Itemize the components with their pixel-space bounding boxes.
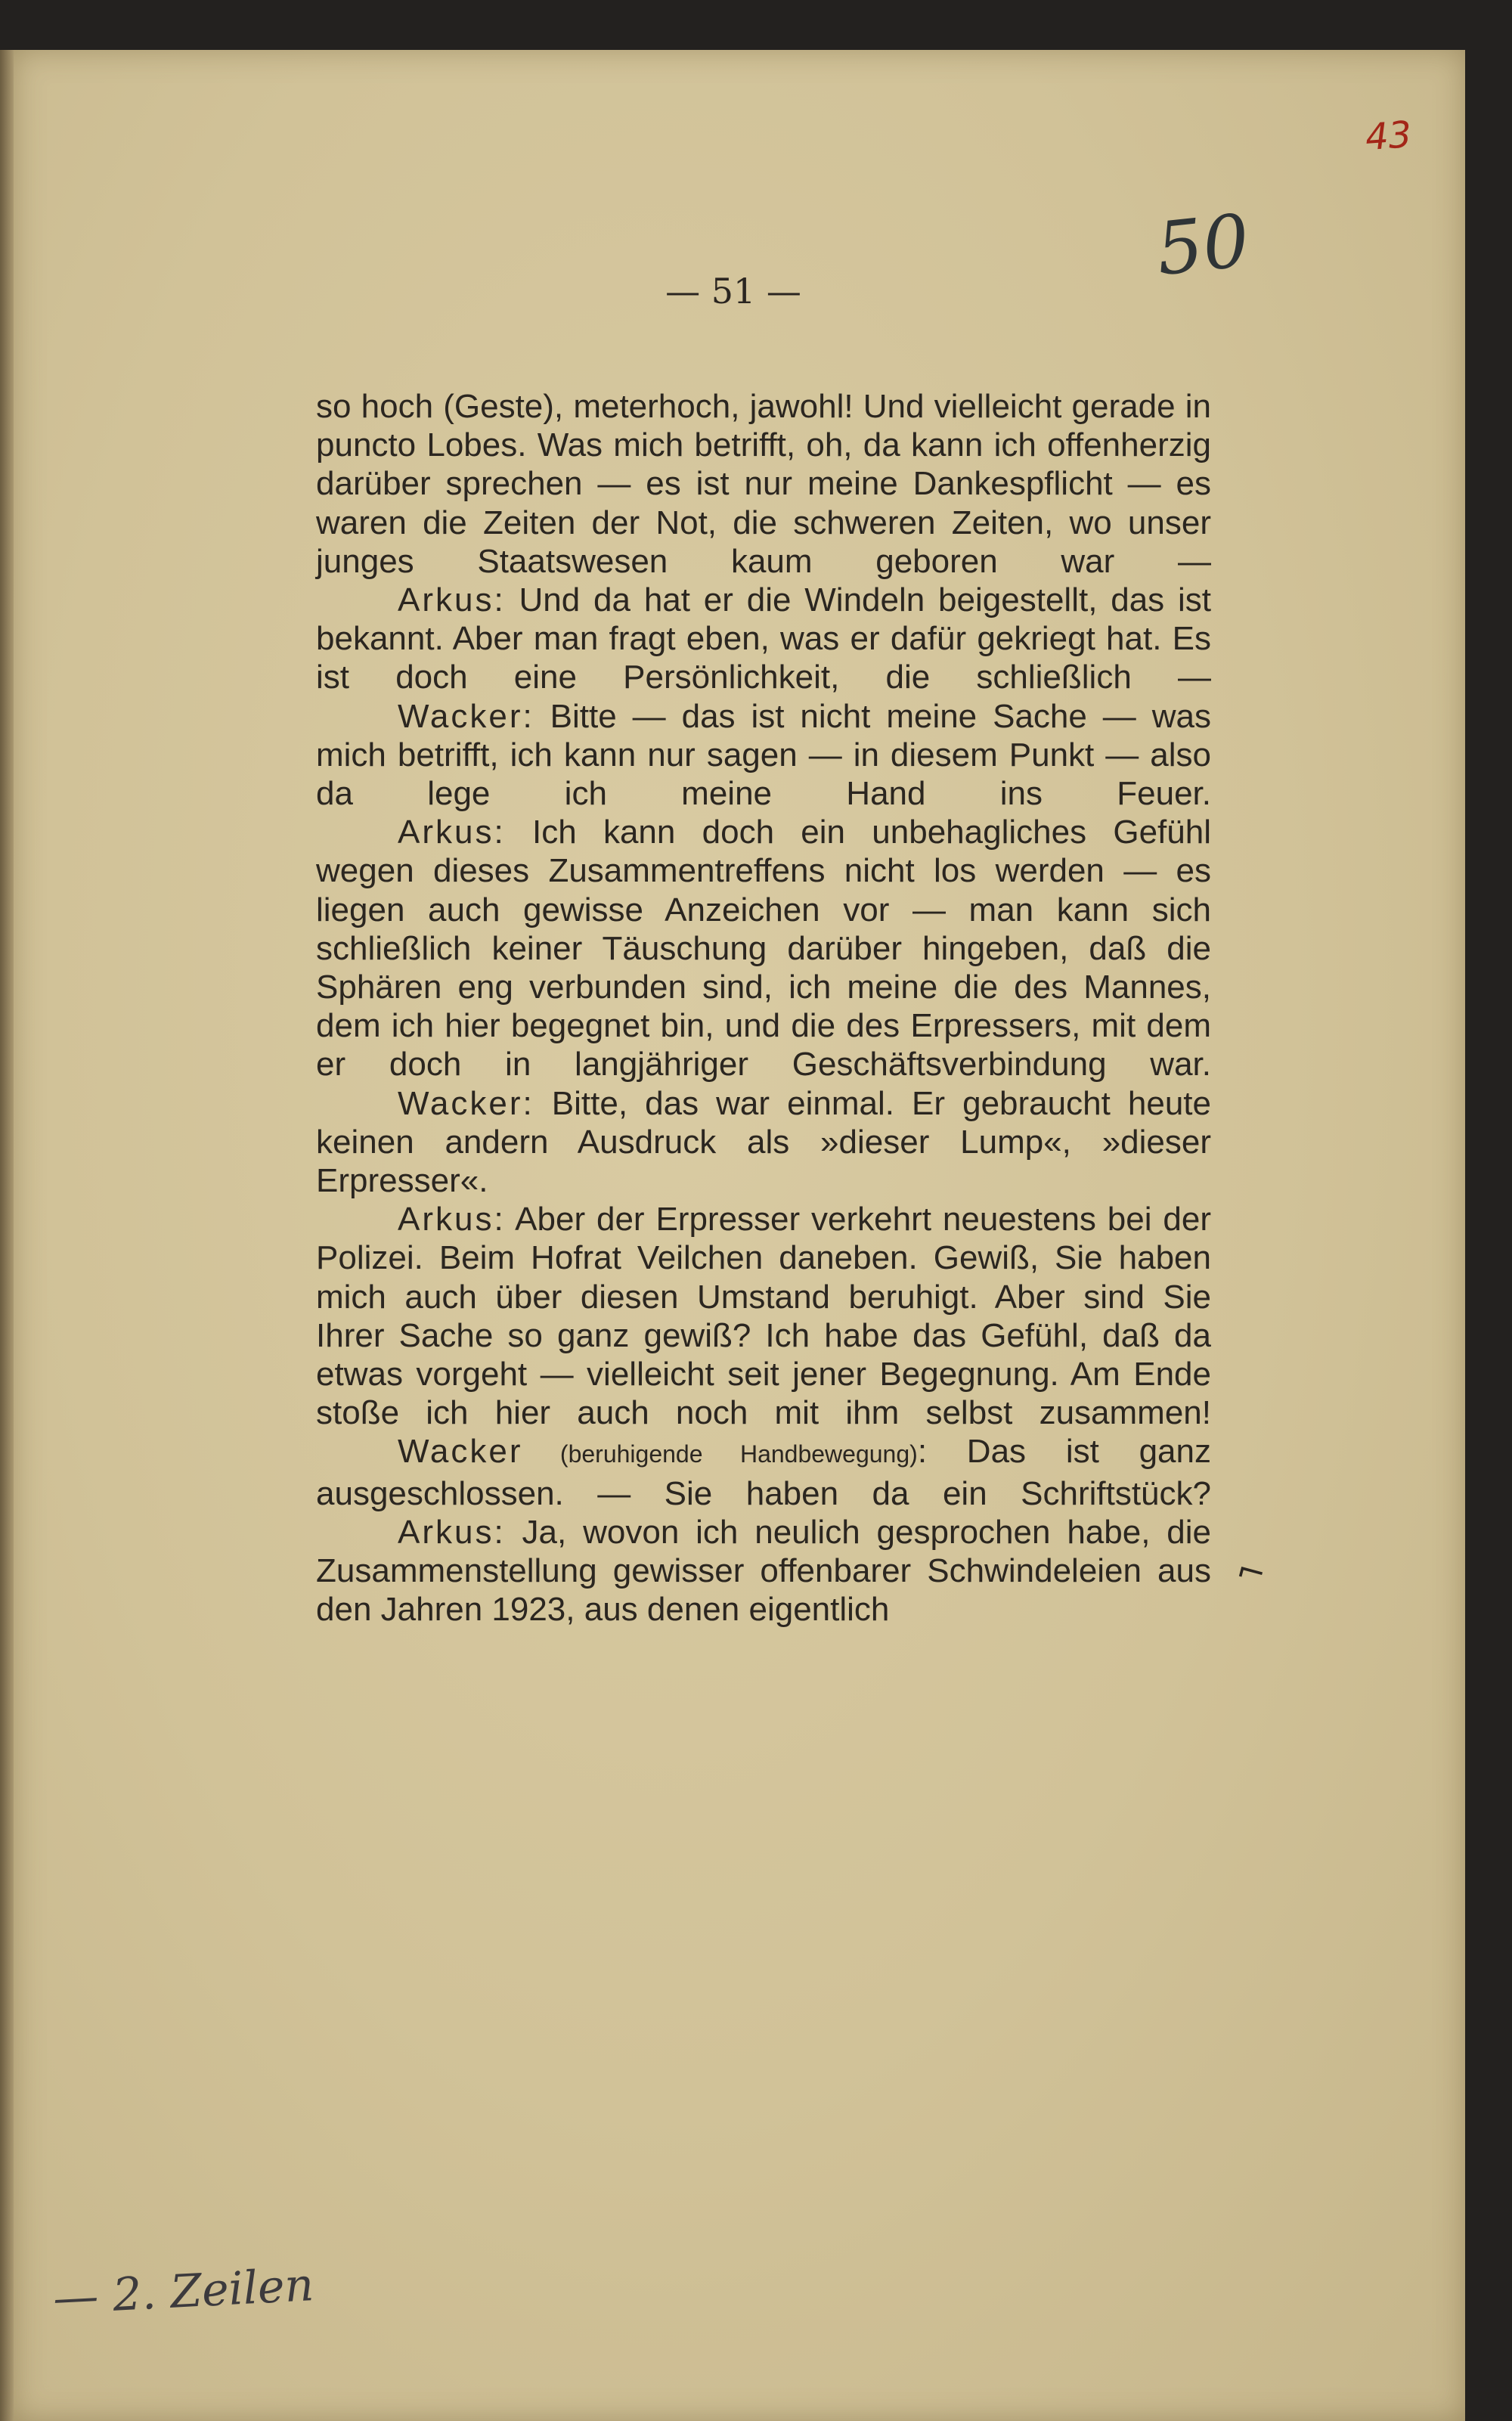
speech-text: Ich kann doch ein unbehagliches Gefühl wegen dieses Zusammentreffens nicht los werden — es liegen auch gewisse Anzeichen vor — man kann sich schließlich keiner Täuschung darüber hingeben, daß die Sphären eng verbunden sind, ich meine die des Mannes, dem ich hier begegnet bin, und die des Erpressers, mit dem er doch in langjähriger Geschäftsverbindung war.: [316, 814, 1211, 1083]
speech-text: Aber der Erpresser verkehrt neuestens bei der Polizei. Beim Hofrat Veilchen daneben. Gewiß, Sie haben mich auch über diesen Umstand beruhigt. Aber sind Sie Ihrer Sache so ganz gewiß? Ich habe das Gefühl, daß da etwas vorgeht — vielleicht seit jener Begegnung. Am Ende stoße ich hier auch noch mit ihm selbst zusammen!: [316, 1201, 1211, 1432]
speaker-name: Arkus:: [398, 581, 506, 619]
paragraph-3: [316, 697, 1211, 814]
handwritten-folio-number: 50: [1152, 197, 1253, 293]
paragraph-7: [316, 1432, 1211, 1512]
paragraph-8: [316, 1513, 1211, 1629]
paragraph-5: [316, 1084, 1211, 1201]
speaker-name: Wacker:: [398, 697, 534, 735]
speech-text: Ja, wovon ich neulich gesprochen habe, die Zusammenstellung gewisser offenbarer Schwindeleien aus den Jahren 1923, aus denen eigentlich: [316, 1513, 1211, 1629]
margin-mark: ⌐: [1232, 1548, 1271, 1596]
speaker-name: Arkus:: [398, 1513, 506, 1551]
speaker-name: Wacker: [398, 1433, 523, 1471]
body-text: [316, 387, 1211, 1629]
paragraph-2: [316, 581, 1211, 697]
speaker-name: Arkus:: [398, 1201, 506, 1238]
speaker-name: Wacker:: [398, 1084, 534, 1122]
speech-text: : Das ist ganz ausgeschlossen. — Sie haben da ein Schriftstück?: [316, 1433, 1212, 1512]
paragraph-6: [316, 1200, 1211, 1432]
speaker-name: Arkus:: [398, 814, 506, 851]
handwritten-note: — 2. Zeilen: [51, 2258, 315, 2325]
paragraph-4: [316, 813, 1211, 1083]
speech-text: Bitte — das ist nicht meine Sache — was mich betrifft, ich kann nur sagen — in diesem Punkt — also da lege ich meine Hand ins Feuer.: [316, 697, 1211, 813]
archive-folio-number: 43: [1364, 113, 1413, 160]
stage-direction: (beruhigende Handbewegung): [522, 1440, 918, 1468]
speech-text: Bitte, das war einmal. Er gebraucht heute keinen andern Ausdruck als »dieser Lump«, »dieser Erpresser«.: [316, 1084, 1211, 1200]
speech-text: Und da hat er die Windeln beigestellt, das ist bekannt. Aber man fragt eben, was er dafür gekriegt hat. Es ist doch eine Persönlichkeit, die schließlich —: [316, 581, 1211, 696]
paragraph-1: so hoch (Geste), meterhoch, jawohl! Und vielleicht gerade in puncto Lobes. Was mich betrifft, oh, da kann ich offenherzig darüber sprechen — es ist nur meine Dankespflicht — es waren die Zeiten der Not, die schweren Zeiten, wo unser junges Staatswesen kaum geboren war —: [316, 388, 1211, 580]
page-number: — 51 —: [665, 271, 801, 312]
